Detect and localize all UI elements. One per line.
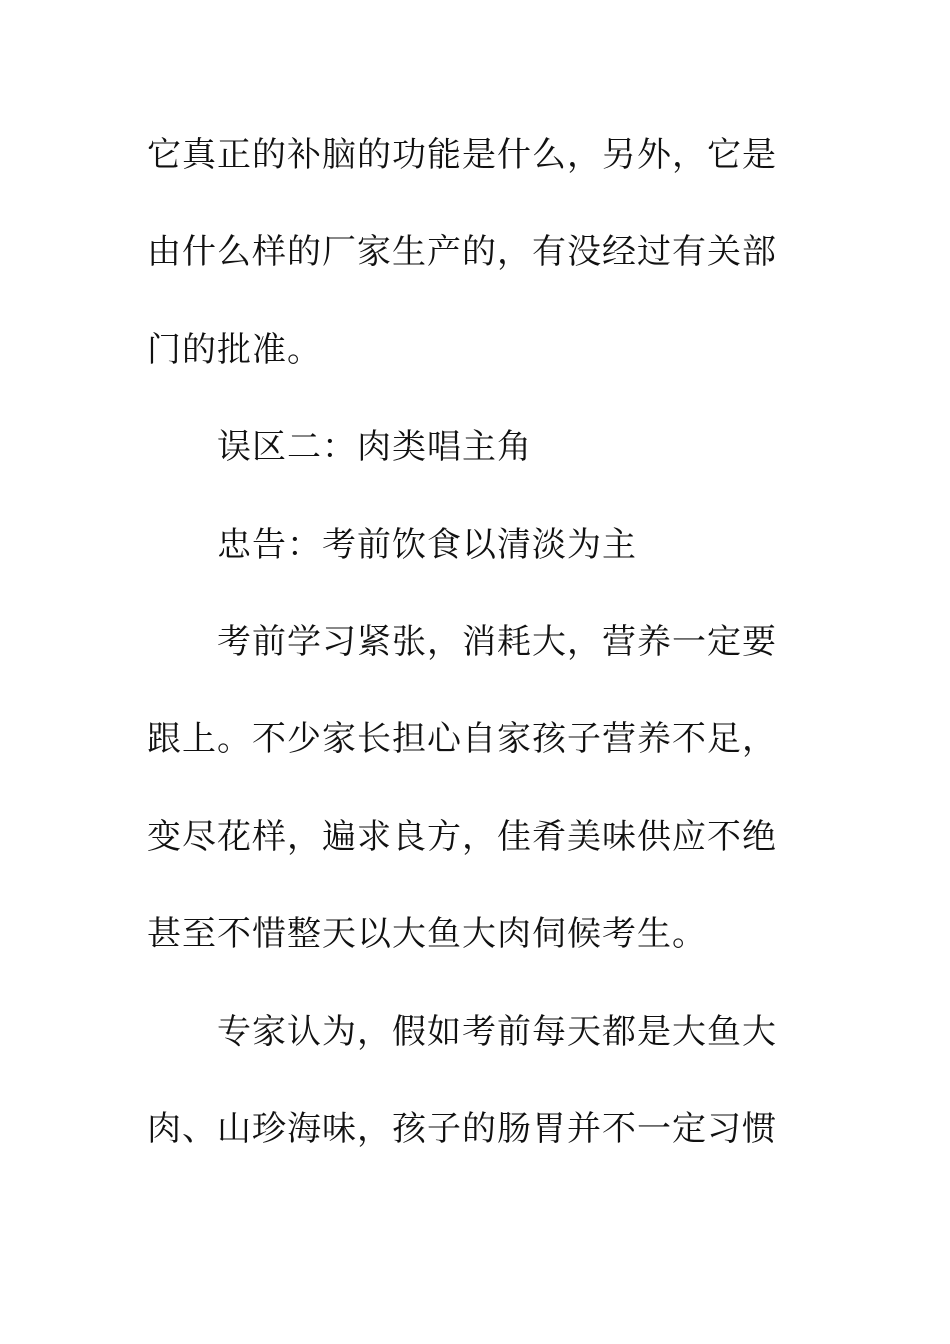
section-heading: 误区二：肉类唱主角 — [217, 427, 532, 468]
paragraph-start: 考前学习紧张，消耗大，营养一定要 — [217, 621, 777, 662]
text-line: 由什么样的厂家生产的，有没经过有关部 — [147, 232, 777, 273]
text-line: 门的批准。 — [147, 329, 322, 370]
text-line: 跟上。不少家长担心自家孩子营养不足， — [147, 719, 777, 760]
paragraph-start: 专家认为，假如考前每天都是大鱼大 — [217, 1011, 777, 1052]
text-line: 它真正的补脑的功能是什么，另外，它是 — [147, 135, 777, 175]
text-line: 甚至不惜整天以大鱼大肉伺候考生。 — [147, 914, 707, 955]
text-line: 变尽花样，遍求良方，佳肴美味供应不绝 — [147, 816, 777, 857]
body-text — [147, 125, 827, 1196]
advice-heading: 忠告：考前饮食以清淡为主 — [217, 524, 637, 565]
text-line: 肉、山珍海味，孩子的肠胃并不一定习惯 — [147, 1108, 777, 1149]
